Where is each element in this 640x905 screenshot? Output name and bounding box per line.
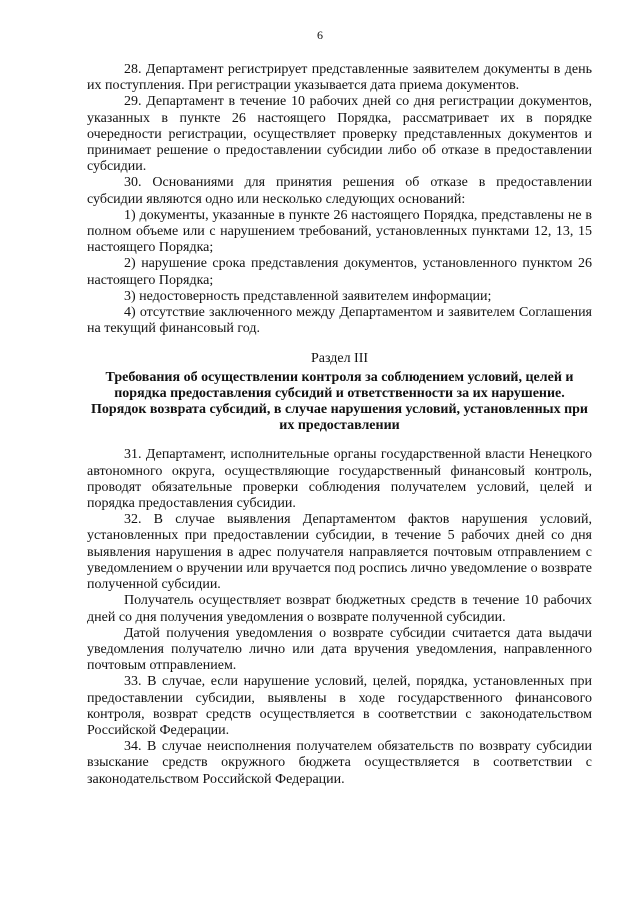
paragraph-32-notice-date: Датой получения уведомления о возврате субсидии считается дата выдачи уведомления получателю лично или дата вручения уведомления, направленного почтовым отправлением. — [87, 625, 592, 674]
paragraph-28: 28. Департамент регистрирует представленные заявителем документы в день их поступления. При регистрации указывается дата приема документов. — [87, 62, 592, 94]
page-number: 6 — [317, 28, 323, 42]
paragraph-30-item-2: 2) нарушение срока представления документов, установленного пунктом 26 настоящего Порядка; — [87, 256, 592, 288]
section-title: Требования об осуществлении контроля за соблюдением условий, целей и порядка предоставления субсидий и ответственности за их нарушение. Порядок возврата субсидий, в случае нарушения условий, установленных при их предоставлении — [91, 369, 588, 434]
paragraph-29: 29. Департамент в течение 10 рабочих дней со дня регистрации документов, указанных в пункте 26 настоящего Порядка, рассматривает их в порядке очередности регистрации, осуществляет проверку представленных документов и принимает решение о предоставлении субсидии либо об отказе в предоставлении субсидии. — [87, 94, 592, 175]
paragraph-30-item-3: 3) недостоверность представленной заявителем информации; — [124, 288, 492, 304]
paragraph-31: 31. Департамент, исполнительные органы государственной власти Ненецкого автономного округа, осуществляющие государственный финансовый контроль, проводят обязательные проверки соблюдения получателем условий, целей и порядка предоставления субсидии. — [87, 447, 592, 512]
paragraph-33: 33. В случае, если нарушение условий, целей, порядка, установленных при предоставлении субсидии, выявлены в ходе государственного финансового контроля, возврат средств осуществляется в соответствии с законодательством Российской Федерации. — [87, 674, 592, 738]
section-label: Раздел III — [310, 351, 369, 367]
paragraph-34: 34. В случае неисполнения получателем обязательств по возврату субсидии взыскание средств окружного бюджета осуществляется в соответствии с законодательством Российской Федерации. — [87, 739, 592, 787]
paragraph-30: 30. Основаниями для принятия решения об отказе в предоставлении субсидии являются одно или несколько следующих оснований: — [87, 175, 592, 207]
document-body — [87, 62, 592, 788]
paragraph-32: 32. В случае выявления Департаментом фактов нарушения условий, установленных при предоставлении субсидии, в течение 5 рабочих дней со дня выявления нарушения в адрес получателя направляется почтовым отправлением с уведомлением о вручении или вручается под роспись лично уведомление о возврате полученной субсидии. — [87, 512, 592, 593]
paragraph-30-item-4: 4) отсутствие заключенного между Департаментом и заявителем Соглашения на текущий финансовый год. — [87, 305, 592, 337]
paragraph-32-return-term: Получатель осуществляет возврат бюджетных средств в течение 10 рабочих дней со дня получения уведомления о возврате полученной субсидии. — [87, 593, 592, 625]
paragraph-30-item-1: 1) документы, указанные в пункте 26 настоящего Порядка, представлены не в полном объеме или с нарушением требований, установленных пунктами 12, 13, 15 настоящего Порядка; — [87, 207, 592, 256]
